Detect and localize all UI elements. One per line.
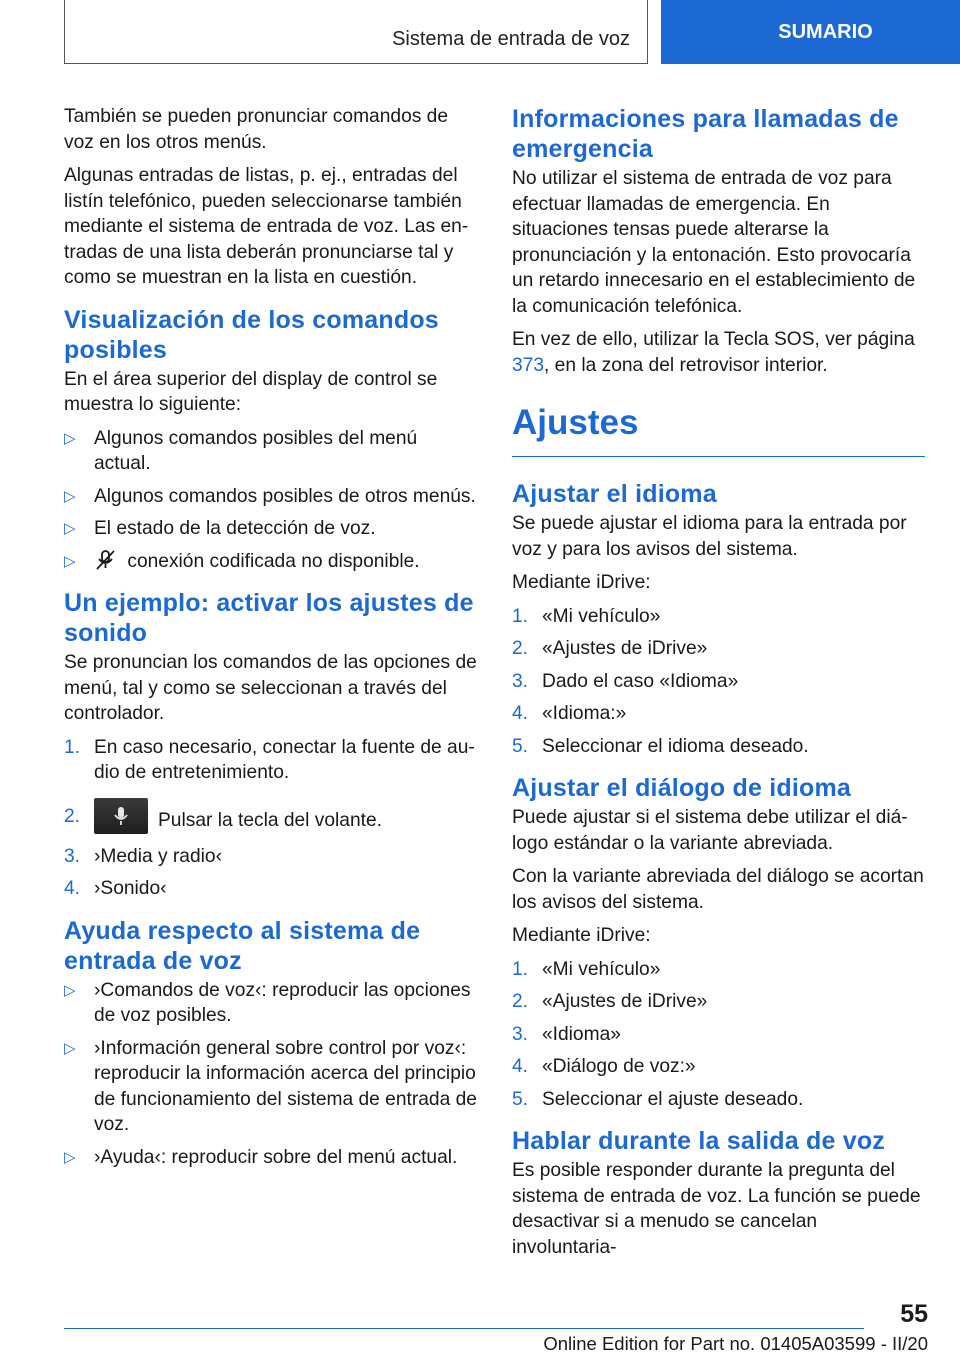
paragraph: Con la variante abreviada del diálogo se acortan los avisos del sistema. [512,866,924,913]
crossed-out-microphone-icon [94,549,118,571]
dialogo-steps [512,957,925,1113]
list-item: ▷ ›Ayuda‹: reproducir sobre del menú actual. [64,1145,477,1171]
triangle-bullet-icon: ▷ [64,1039,76,1057]
step-item: 2. Pulsar la tecla del volante. [64,798,477,834]
paragraph: Se pronuncian los comandos de las opciones de menú, tal y como se seleccionan a través del controlador. [64,652,477,724]
step-item: 1. «Mi vehículo» [512,958,661,980]
triangle-bullet-icon: ▷ [64,487,76,505]
contents-tab[interactable]: SUMARIO [661,0,960,64]
paragraph: En vez de ello, utilizar la Tecla SOS, ver página 373, en la zona del retrovisor interior. [512,329,915,376]
heading-ajustes: Ajustes [512,402,925,457]
heading-visualizacion: Visualización de los comandos posibles [64,305,439,364]
list-item: ▷ ›Comandos de voz‹: reproducir las opciones de voz posibles. [64,979,471,1026]
visual-list [64,426,477,575]
step-item: 2. «Ajustes de iDrive» [512,638,708,659]
paragraph: Puede ajustar si el sistema debe utilizar el diálogo estándar o la variante abreviada. [512,807,908,854]
paragraph: Es posible responder durante la pregunta del sistema de entrada de voz. La función se puede desactivar si a menudo se cancelan involuntaria- [512,1160,921,1258]
triangle-bullet-icon: ▷ [64,429,76,447]
step-item: 3. ›Media y radio‹ [64,845,222,867]
paragraph: Mediante iDrive: [512,925,651,946]
left-column [64,104,477,1178]
microphone-button-icon [94,798,148,834]
paragraph: También se pueden pronunciar comandos de voz en los otros menús. [64,106,449,153]
example-steps [64,735,477,902]
step-item: 3. Dado el caso «Idioma» [512,670,739,692]
paragraph: En el área superior del display de control se muestra lo siguiente: [64,368,438,415]
section-title: Sistema de entrada de voz [392,28,630,50]
paragraph: No utilizar el sistema de entrada de voz para efectuar llamadas de emergencia. En situaciones tensas puede alterarse la pronunciación y la entonación. Esto provocaría un retardo innecesario en el establecimiento de la comunicación telefónica. [512,168,916,317]
step-item: 1. En caso necesario, conectar la fuente de audio de entretenimiento. [64,736,475,783]
footer-divider [64,1328,864,1329]
list-item: ▷ Algunos comandos posibles de otros menús. [64,484,477,510]
step-item: 1. «Mi vehículo» [512,605,661,627]
right-column [512,104,925,1268]
paragraph: Se puede ajustar el idioma para la entrada por voz y para los avisos del sistema. [512,513,907,560]
step-item: 5. Seleccionar el idioma deseado. [512,735,809,757]
triangle-bullet-icon: ▷ [64,981,76,999]
page-number: 55 [900,1300,928,1328]
triangle-bullet-icon: ▷ [64,520,76,537]
list-item: ▷ ›Información general sobre control por voz‹: reproducir la información acerca del principio de funcionamiento del sistema de entrada de voz. [64,1037,477,1135]
heading-ejemplo: Un ejemplo: activar los ajustes de sonido [64,589,474,647]
heading-dialogo: Ajustar el diálogo de idioma [512,774,851,802]
heading-hablar: Hablar durante la salida de voz [512,1127,885,1155]
list-item: ▷ Algunos comandos posibles del menú actual. [64,427,418,474]
triangle-bullet-icon: ▷ [64,1148,76,1166]
idioma-steps [512,604,925,760]
heading-idioma: Ajustar el idioma [512,480,717,508]
paragraph: Mediante iDrive: [512,572,651,593]
step-item: 5. Seleccionar el ajuste deseado. [512,1088,804,1110]
list-item: ▷ conexión codificada no disponible. [64,549,477,575]
paragraph: Algunas entradas de listas, p. ej., entradas del listín telefónico, pueden seleccionarse también mediante el sistema de entrada de voz. Las entradas de una lista deberán pronunciarse tal y como se muestran en la lista en cuestión. [64,165,469,288]
step-item: 3. «Idioma» [512,1023,621,1045]
step-item: 4. ›Sonido‹ [64,878,167,899]
help-list [64,978,477,1171]
step-item: 2. «Ajustes de iDrive» [512,991,708,1012]
step-item: 4. «Idioma:» [512,703,627,724]
list-item: ▷ El estado de la detección de voz. [64,516,477,542]
triangle-bullet-icon: ▷ [64,552,76,570]
step-item: 4. «Diálogo de voz:» [512,1056,696,1077]
heading-emergencia: Informaciones para llamadas de emergencia [512,105,899,163]
page-link-373[interactable]: 373 [512,354,545,376]
edition-text: Online Edition for Part no. 01405A03599 - II/20 [543,1333,928,1354]
heading-ayuda: Ayuda respecto al sistema de entrada de voz [64,916,421,975]
